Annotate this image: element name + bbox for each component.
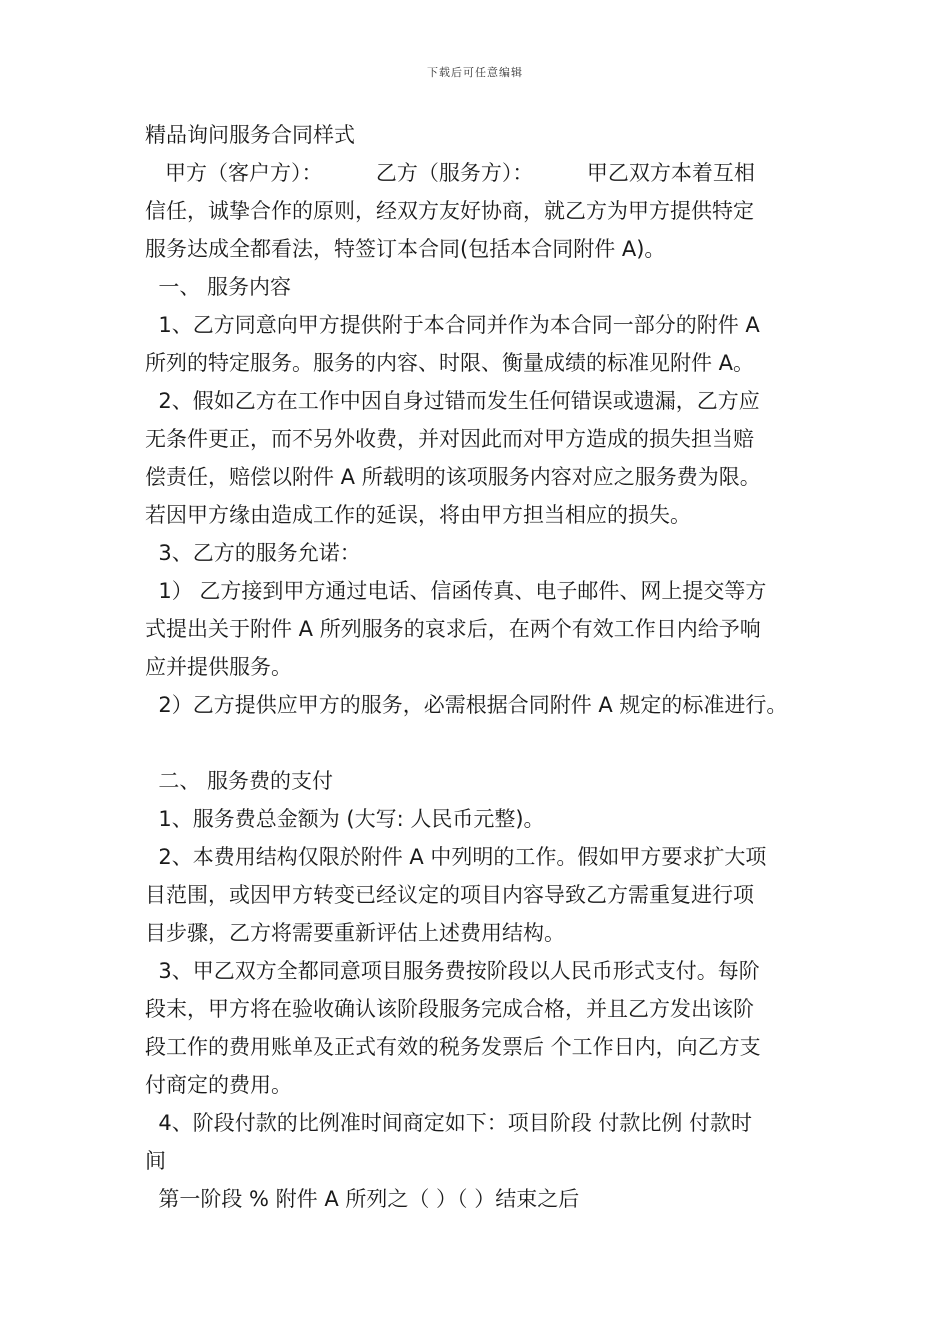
blank-line: [145, 724, 815, 762]
paragraph-line: 1、乙方同意向甲方提供附于本合同并作为本合同一部分的附件 A: [145, 313, 760, 337]
paragraph-line: 式提出关于附件 A 所列服务的哀求后，在两个有效工作日内给予响: [145, 617, 761, 641]
paragraph-line: 第一阶段 % 附件 A 所列之（ ）（ ）结束之后: [145, 1187, 580, 1211]
paragraph-line: 1、服务费总金额为 (大写: 人民币元整)。: [145, 807, 545, 831]
paragraph-line: 2、本费用结构仅限於附件 A 中列明的工作。假如甲方要求扩大项: [145, 845, 767, 869]
section-heading-service-content: 一、 服务内容: [145, 275, 292, 299]
paragraph-line: 甲方（客户方）： 乙方（服务方）： 甲乙双方本着互相: [145, 161, 755, 185]
paragraph-line: 段工作的费用账单及正式有效的税务发票后 个工作日内，向乙方支: [145, 1035, 761, 1059]
paragraph-line: 3、乙方的服务允诺：: [145, 541, 361, 565]
contract-body: [145, 116, 815, 1218]
paragraph-line: 信任，诚挚合作的原则，经双方友好协商，就乙方为甲方提供特定: [145, 199, 754, 223]
paragraph-line: 服务达成全都看法，特签订本合同(包括本合同附件 A)。: [145, 237, 666, 261]
paragraph-line: 1） 乙方接到甲方通过电话、信函传真、电子邮件、网上提交等方: [145, 579, 767, 603]
paragraph-line: 无条件更正，而不另外收费，并对因此而对甲方造成的损失担当赔: [145, 427, 754, 451]
section-heading-payment: 二、 服务费的支付: [145, 769, 334, 793]
paragraph-line: 4、阶段付款的比例准时间商定如下：项目阶段 付款比例 付款时: [145, 1111, 753, 1135]
paragraph-line: 间: [145, 1149, 166, 1173]
paragraph-line: 3、甲乙双方全都同意项目服务费按阶段以人民币形式支付。每阶: [145, 959, 760, 983]
paragraph-line: 目范围，或因甲方转变已经议定的项目内容导致乙方需重复进行项: [145, 883, 754, 907]
paragraph-line: 2、假如乙方在工作中因自身过错而发生任何错误或遗漏，乙方应: [145, 389, 760, 413]
paragraph-line: 段末，甲方将在验收确认该阶段服务完成合格，并且乙方发出该阶: [145, 997, 754, 1021]
paragraph-line: 若因甲方缘由造成工作的延误，将由甲方担当相应的损失。: [145, 503, 691, 527]
paragraph-line: 2）乙方提供应甲方的服务，必需根据合同附件 A 规定的标准进行。: [145, 693, 788, 717]
paragraph-line: 付商定的费用。: [145, 1073, 292, 1097]
paragraph-line: 应并提供服务。: [145, 655, 292, 679]
page-header-note: 下载后可任意编辑: [427, 66, 523, 79]
paragraph-line: 偿责任，赔偿以附件 A 所载明的该项服务内容对应之服务费为限。: [145, 465, 761, 489]
contract-title: 精品询问服务合同样式: [145, 123, 355, 147]
paragraph-line: 所列的特定服务。服务的内容、时限、衡量成绩的标准见附件 A。: [145, 351, 755, 375]
paragraph-line: 目步骤，乙方将需要重新评估上述费用结构。: [145, 921, 565, 945]
